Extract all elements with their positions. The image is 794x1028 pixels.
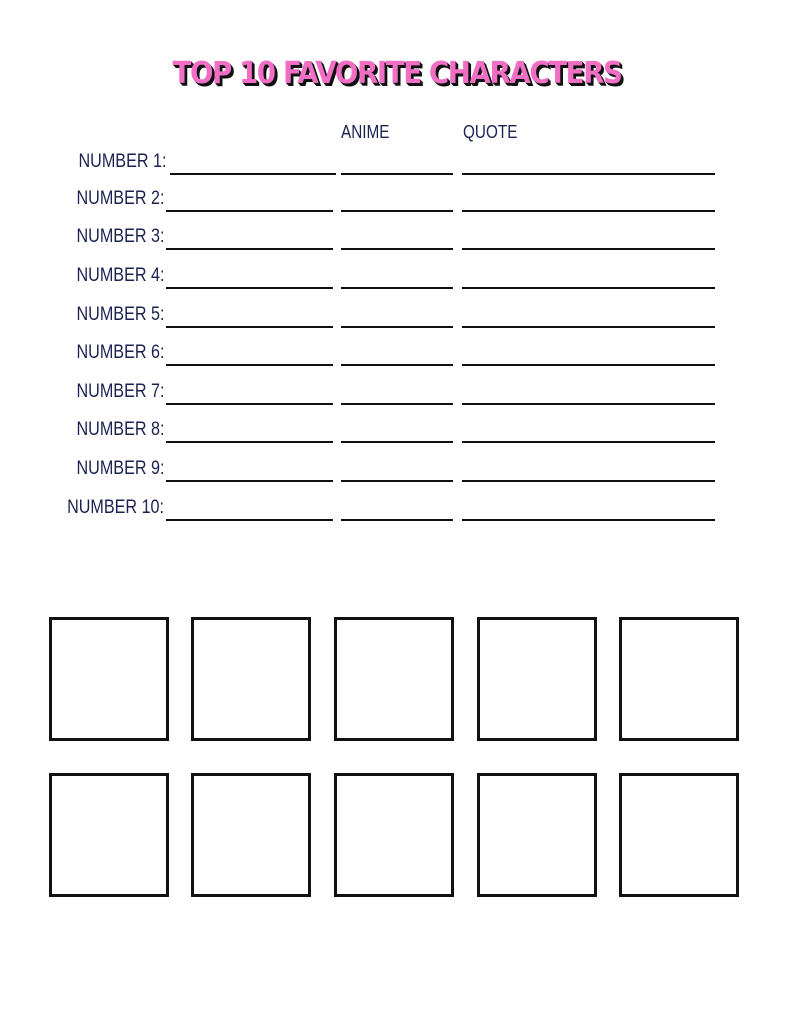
- row-label: NUMBER 3:: [76, 226, 164, 247]
- quote-field[interactable]: [462, 326, 715, 328]
- anime-field[interactable]: [341, 364, 453, 366]
- quote-field[interactable]: [462, 173, 715, 175]
- row-label: NUMBER 10:: [67, 497, 164, 518]
- quote-field[interactable]: [462, 441, 715, 443]
- row-label: NUMBER 7:: [76, 381, 164, 402]
- page-title: TOP 10 FAVORITE CHARACTERS: [172, 56, 622, 91]
- character-name-field[interactable]: [166, 364, 333, 366]
- anime-field[interactable]: [341, 210, 453, 212]
- character-name-field[interactable]: [166, 519, 333, 521]
- entry-row-9: [0, 452, 794, 482]
- character-name-field[interactable]: [166, 480, 333, 482]
- character-name-field[interactable]: [166, 403, 333, 405]
- anime-field[interactable]: [341, 287, 453, 289]
- anime-column-header: ANIME: [341, 122, 390, 142]
- picture-box-8[interactable]: [334, 773, 454, 897]
- row-label: NUMBER 6:: [76, 342, 164, 363]
- row-label: NUMBER 5:: [76, 304, 164, 325]
- picture-box-1[interactable]: [49, 617, 169, 741]
- entry-row-2: [0, 182, 794, 212]
- row-label: NUMBER 4:: [76, 265, 164, 286]
- quote-field[interactable]: [462, 403, 715, 405]
- entry-row-10: [0, 491, 794, 521]
- character-name-field[interactable]: [170, 173, 336, 175]
- character-name-field[interactable]: [166, 248, 333, 250]
- row-label: NUMBER 2:: [76, 188, 164, 209]
- row-label: NUMBER 9:: [76, 458, 164, 479]
- picture-box-6[interactable]: [49, 773, 169, 897]
- quote-field[interactable]: [462, 519, 715, 521]
- entry-row-5: [0, 298, 794, 328]
- anime-field[interactable]: [341, 326, 453, 328]
- anime-field[interactable]: [341, 173, 453, 175]
- quote-field[interactable]: [462, 480, 715, 482]
- entry-row-3: [0, 220, 794, 250]
- picture-box-7[interactable]: [191, 773, 311, 897]
- row-label: NUMBER 8:: [76, 419, 164, 440]
- entry-row-6: [0, 336, 794, 366]
- character-name-field[interactable]: [166, 326, 333, 328]
- entry-row-1: [0, 145, 794, 175]
- entry-row-4: [0, 259, 794, 289]
- quote-field[interactable]: [462, 248, 715, 250]
- picture-box-9[interactable]: [477, 773, 597, 897]
- anime-field[interactable]: [341, 248, 453, 250]
- anime-field[interactable]: [341, 403, 453, 405]
- quote-field[interactable]: [462, 210, 715, 212]
- row-label: NUMBER 1:: [78, 151, 166, 172]
- character-name-field[interactable]: [166, 441, 333, 443]
- picture-box-5[interactable]: [619, 617, 739, 741]
- character-name-field[interactable]: [166, 287, 333, 289]
- entry-row-7: [0, 375, 794, 405]
- picture-box-4[interactable]: [477, 617, 597, 741]
- quote-column-header: QUOTE: [463, 122, 518, 142]
- anime-field[interactable]: [341, 519, 453, 521]
- quote-field[interactable]: [462, 287, 715, 289]
- entry-row-8: [0, 413, 794, 443]
- anime-field[interactable]: [341, 441, 453, 443]
- anime-field[interactable]: [341, 480, 453, 482]
- picture-box-3[interactable]: [334, 617, 454, 741]
- picture-box-10[interactable]: [619, 773, 739, 897]
- picture-box-2[interactable]: [191, 617, 311, 741]
- character-name-field[interactable]: [166, 210, 333, 212]
- quote-field[interactable]: [462, 364, 715, 366]
